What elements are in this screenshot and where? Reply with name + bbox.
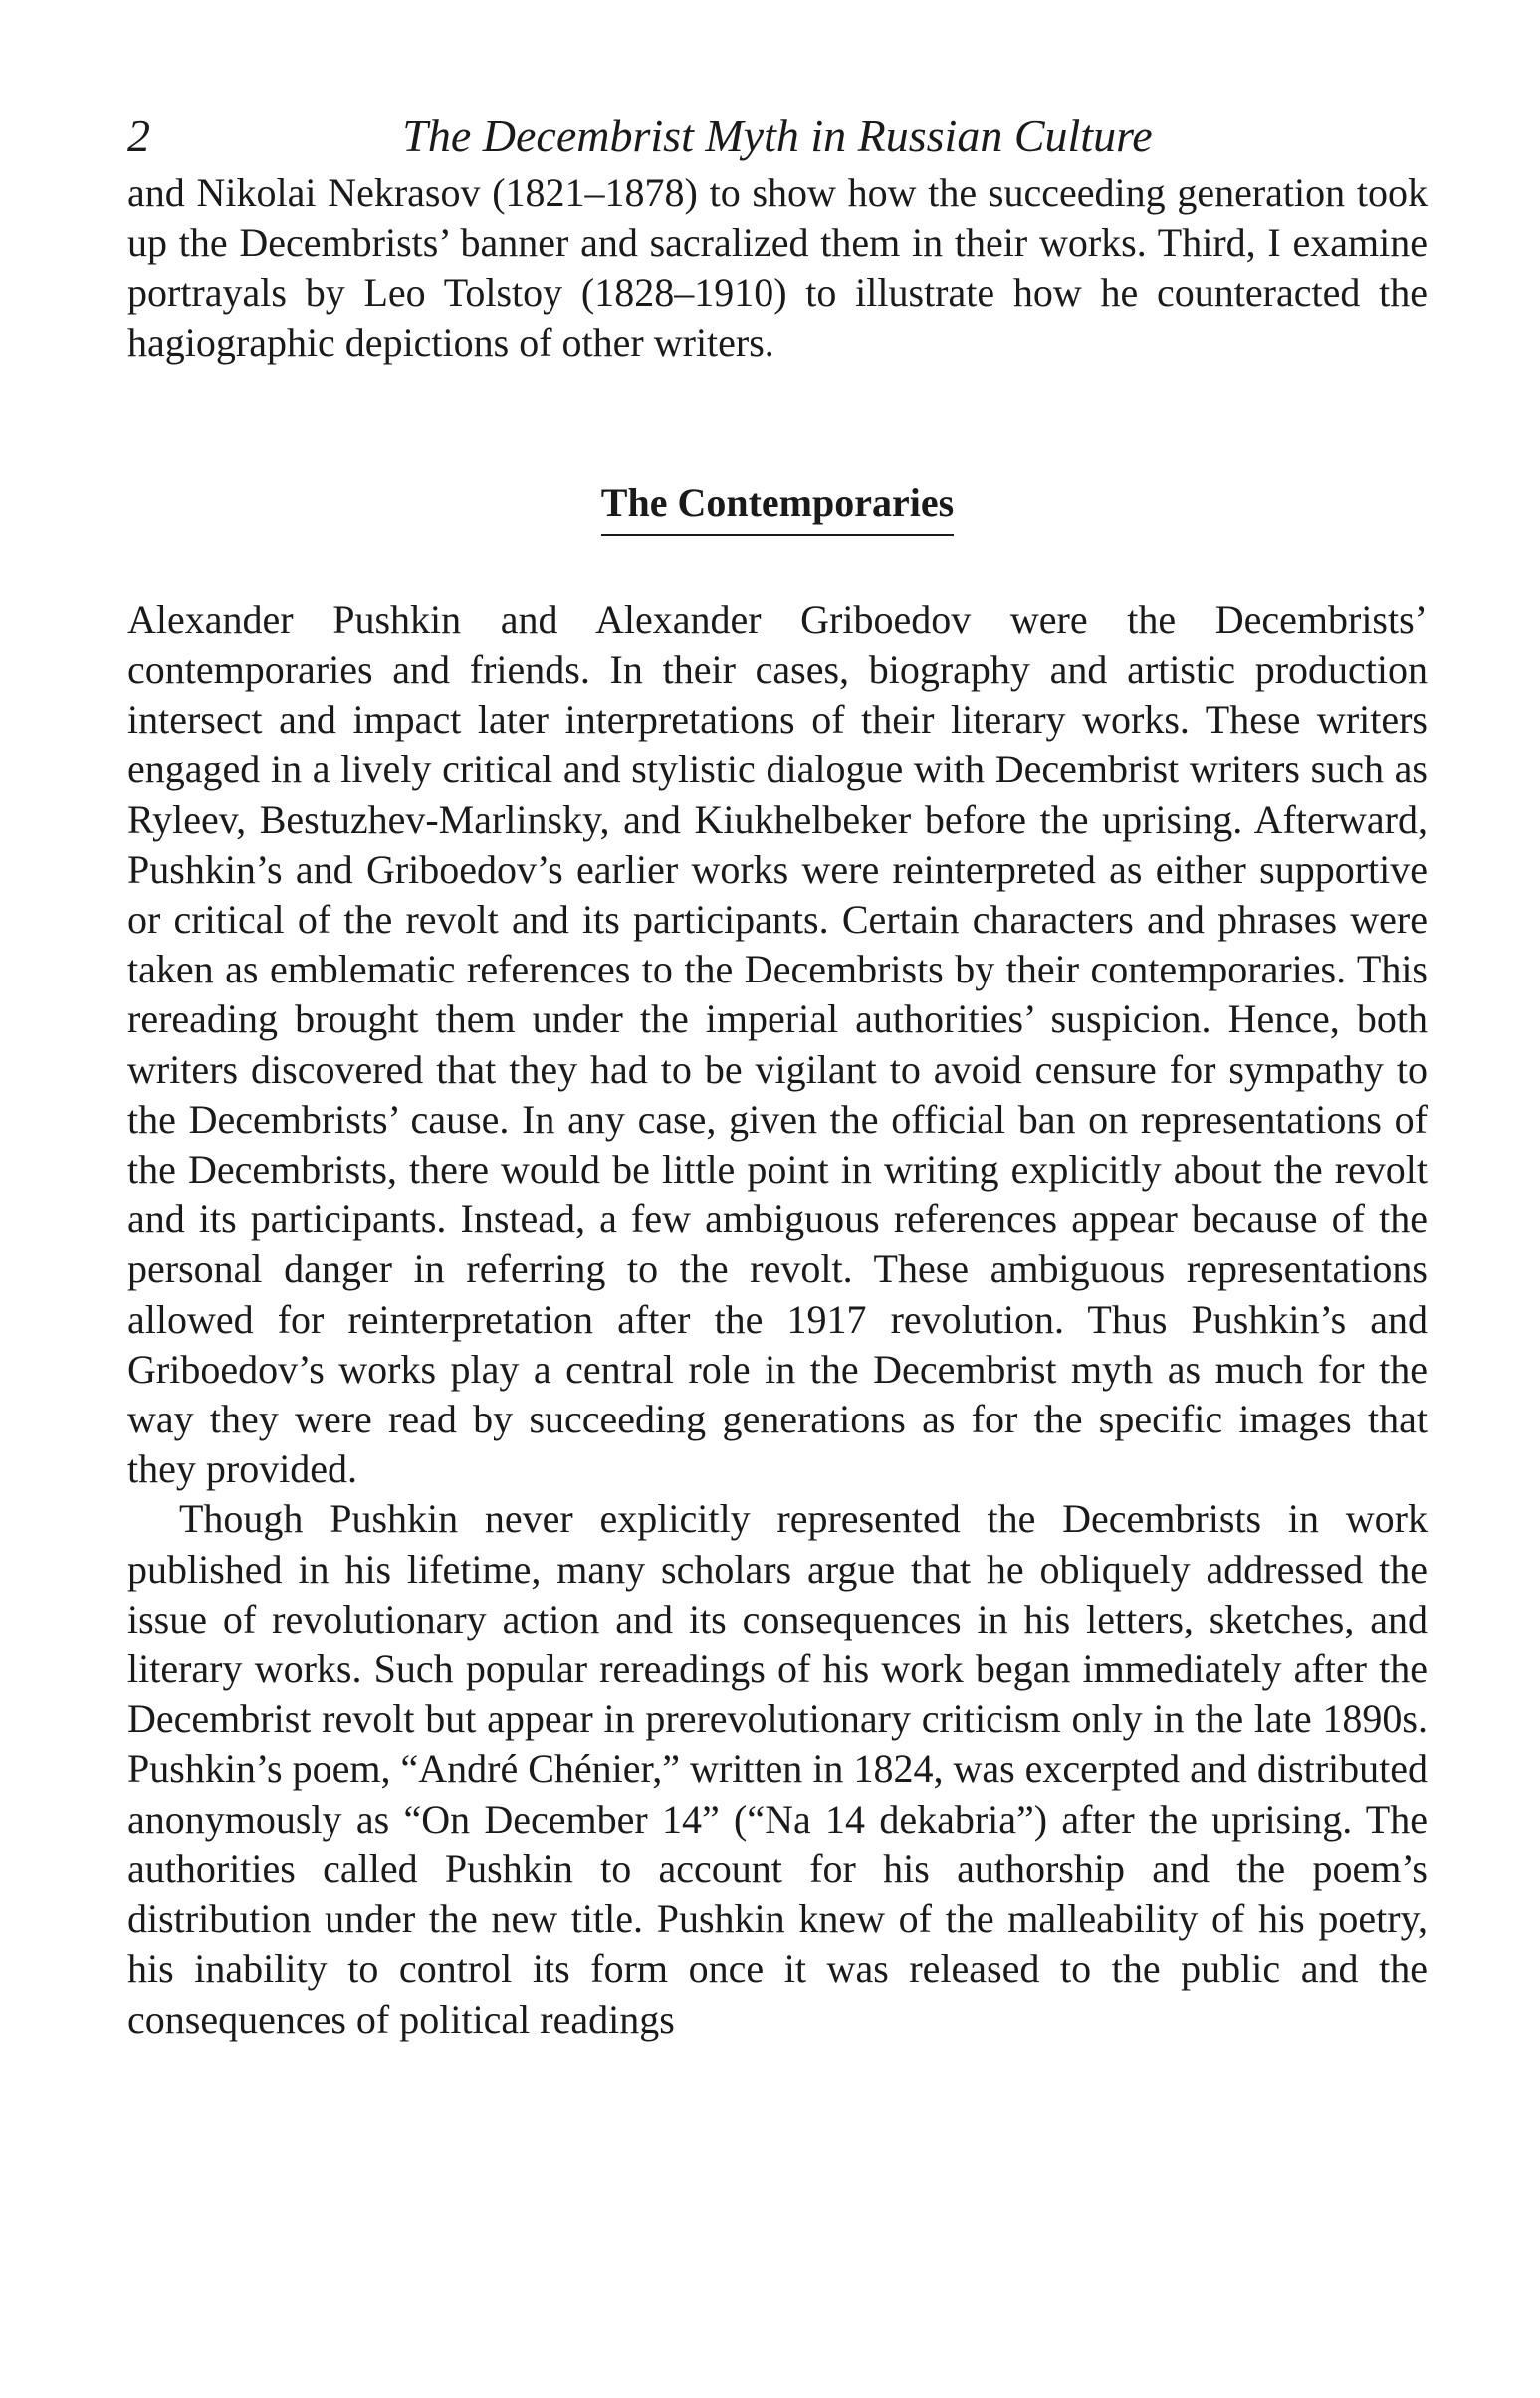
- intro-paragraph: and Nikolai Nekrasov (1821–1878) to show how the succeeding generation took up the Decembrists’ banner and sacralized them in their works. Third, I examine portrayals by Leo Tolstoy (1828–1910) to illustrate how he counteracted the hagiographic depictions of other writers.: [127, 170, 1428, 365]
- book-page: [127, 105, 1428, 2045]
- page-number: 2: [127, 110, 150, 161]
- running-head: [127, 105, 1428, 168]
- section-heading-text: The Contemporaries: [601, 478, 954, 536]
- body-text: [127, 168, 1428, 2045]
- running-title: The Decembrist Myth in Russian Culture: [402, 110, 1153, 161]
- paragraph-1: Alexander Pushkin and Alexander Griboedov were the Decembrists’ contemporaries and friends. In their cases, biography and artistic production intersect and impact later interpretations of their literary works. These writers engaged in a lively critical and stylistic dialogue with Decembrist writers such as Ryleev, Bestuzhev-Marlinsky, and Kiukhelbeker before the uprising. Afterward, Pushkin’s and Griboedov’s earlier works were reinterpreted as either supportive or critical of the revolt and its participants. Certain characters and phrases were taken as emblematic references to the Decembrists by their contemporaries. This rereading brought them under the imperial authorities’ suspicion. Hence, both writers discovered that they had to be vigilant to avoid censure for sympathy to the Decembrists’ cause. In any case, given the official ban on representations of the Decembrists, there would be little point in writing explicitly about the revolt and its participants. Instead, a few ambiguous references appear because of the personal danger in referring to the revolt. These ambiguous representations allowed for reinterpretation after the 1917 revolution. Thus Pushkin’s and Griboedov’s works play a central role in the Decembrist myth as much for the way they were read by succeeding generations as for the specific images that they provided.: [127, 596, 1428, 1492]
- paragraph-2: Though Pushkin never explicitly represented the Decembrists in work published in his lifetime, many scholars argue that he obliquely addressed the issue of revolutionary action and its consequences in his letters, sketches, and literary works. Such popular rereadings of his work began immediately after the Decembrist revolt but appear in prerevolutionary criticism only in the late 1890s. Pushkin’s poem, “André Chénier,” written in 1824, was excerpted and distributed anonymously as “On December 14” (“Na 14 dekabria”) after the uprising. The authorities called Pushkin to account for his authorship and the poem’s distribution under the new title. Pushkin knew of the malleability of his poetry, his inability to control its form once it was released to the public and the consequences of political readings: [127, 1496, 1428, 2042]
- section-heading: [127, 478, 1428, 536]
